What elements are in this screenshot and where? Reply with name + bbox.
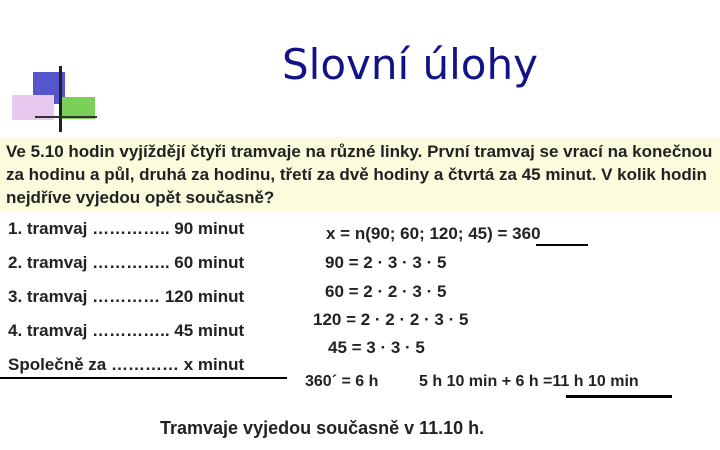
horizontal-line-shape <box>35 116 97 118</box>
tram-row-2: 2. tramvaj ………….. 60 minut <box>8 253 245 272</box>
lcm-result: 360 <box>512 224 541 243</box>
time-sum-text: 5 h 10 min + 6 h =11 h 10 min <box>419 373 639 390</box>
lcm-line <box>326 224 541 244</box>
lcm-expression: x = n(90; 60; 120; 45) = <box>326 224 513 243</box>
factor-90: 90 = 2 · 3 · 3 · 5 <box>325 253 447 272</box>
conclusion-text: Tramvaje vyjedou současně v 11.10 h. <box>160 418 485 438</box>
together-row: Společně za ………… x minut <box>8 355 245 374</box>
problem-statement: Ve 5.10 hodin vyjíždějí čtyři tramvaje na různé linky. První tramvaj se vrací na konečnou za hodinu a půl, druhá za hodinu, třetí za dvě hodiny a čtvrtá za 45 minut. V kolik hodin nejdříve vyjedou opět současně? <box>0 137 720 212</box>
tram-list <box>8 216 244 386</box>
slide-title: Slovní úlohy <box>282 40 538 89</box>
factor-120: 120 = 2 · 2 · 2 · 3 · 5 <box>313 310 469 329</box>
lcm-result-underline <box>536 244 588 246</box>
final-time-underline <box>566 395 672 398</box>
vertical-line-shape <box>59 66 62 132</box>
tram-row-1: 1. tramvaj ………….. 90 minut <box>8 219 245 238</box>
factor-45: 45 = 3 · 3 · 5 <box>328 338 425 357</box>
decorative-squares-graphic <box>0 0 120 140</box>
together-underline <box>0 377 287 379</box>
factor-60: 60 = 2 · 2 · 3 · 5 <box>325 282 447 301</box>
conversion-text: 360´ = 6 h <box>305 373 379 390</box>
tram-row-3: 3. tramvaj ………… 120 minut <box>8 287 245 306</box>
tram-row-4: 4. tramvaj ………….. 45 minut <box>8 321 245 340</box>
